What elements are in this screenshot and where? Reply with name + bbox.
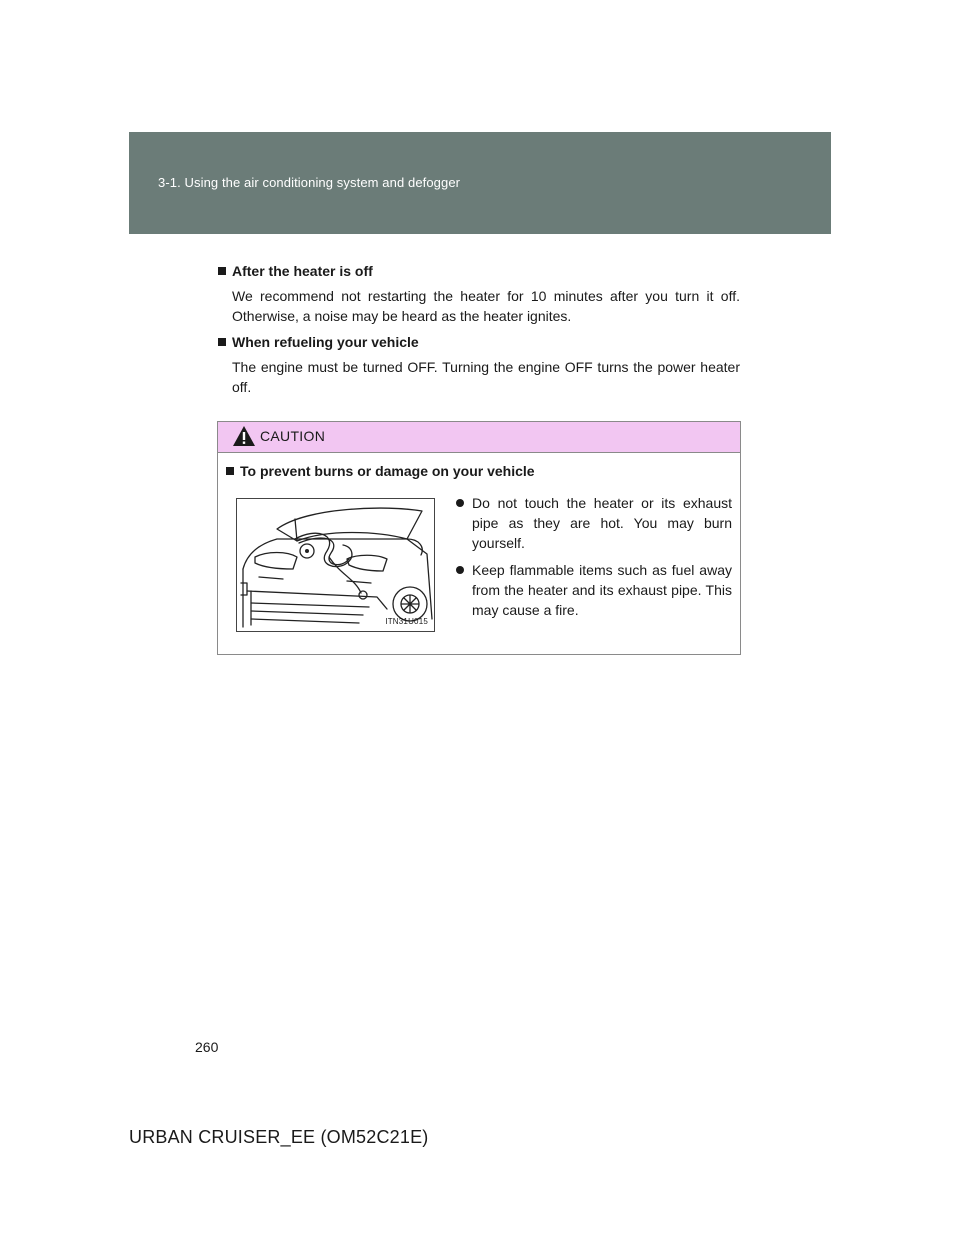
caution-header	[218, 422, 740, 453]
caution-bullets	[456, 493, 732, 627]
heading-after-heater-off	[218, 261, 740, 281]
caution-title: CAUTION	[260, 428, 326, 444]
square-bullet-icon	[226, 467, 234, 475]
heading-refueling	[218, 332, 740, 352]
square-bullet-icon	[218, 338, 226, 346]
caution-subheading-text: To prevent burns or damage on your vehicle	[240, 463, 535, 479]
heading-text: When refueling your vehicle	[232, 334, 419, 350]
car-heater-drawing	[237, 499, 434, 631]
section-title: 3-1. Using the air conditioning system and defogger	[158, 175, 461, 190]
warning-triangle-icon	[232, 425, 256, 447]
header-band	[129, 132, 831, 234]
round-bullet-icon	[456, 499, 464, 507]
paragraph-after-heater-off: We recommend not restarting the heater for 10 minutes after you turn it off. Otherwise, a noise may be heard as the heater ignites.	[232, 288, 740, 324]
heading-text: After the heater is off	[232, 263, 373, 279]
caution-box	[217, 421, 741, 655]
page-number: 260	[195, 1039, 219, 1055]
bullet-text: Keep flammable items such as fuel away from the heater and its exhaust pipe. This may cause a fire.	[472, 562, 732, 618]
round-bullet-icon	[456, 566, 464, 574]
list-item	[456, 560, 732, 620]
caution-subheading	[226, 463, 535, 479]
bullet-text: Do not touch the heater or its exhaust pipe as they are hot. You may burn yourself.	[472, 495, 732, 551]
paragraph-refueling: The engine must be turned OFF. Turning the engine OFF turns the power heater off.	[232, 359, 740, 395]
footer-model: URBAN CRUISER_EE (OM52C21E)	[129, 1127, 429, 1147]
illustration-code: ITN31U015	[385, 617, 428, 626]
list-item	[456, 493, 732, 553]
main-content	[218, 261, 740, 397]
square-bullet-icon	[218, 267, 226, 275]
vehicle-illustration	[236, 498, 435, 632]
